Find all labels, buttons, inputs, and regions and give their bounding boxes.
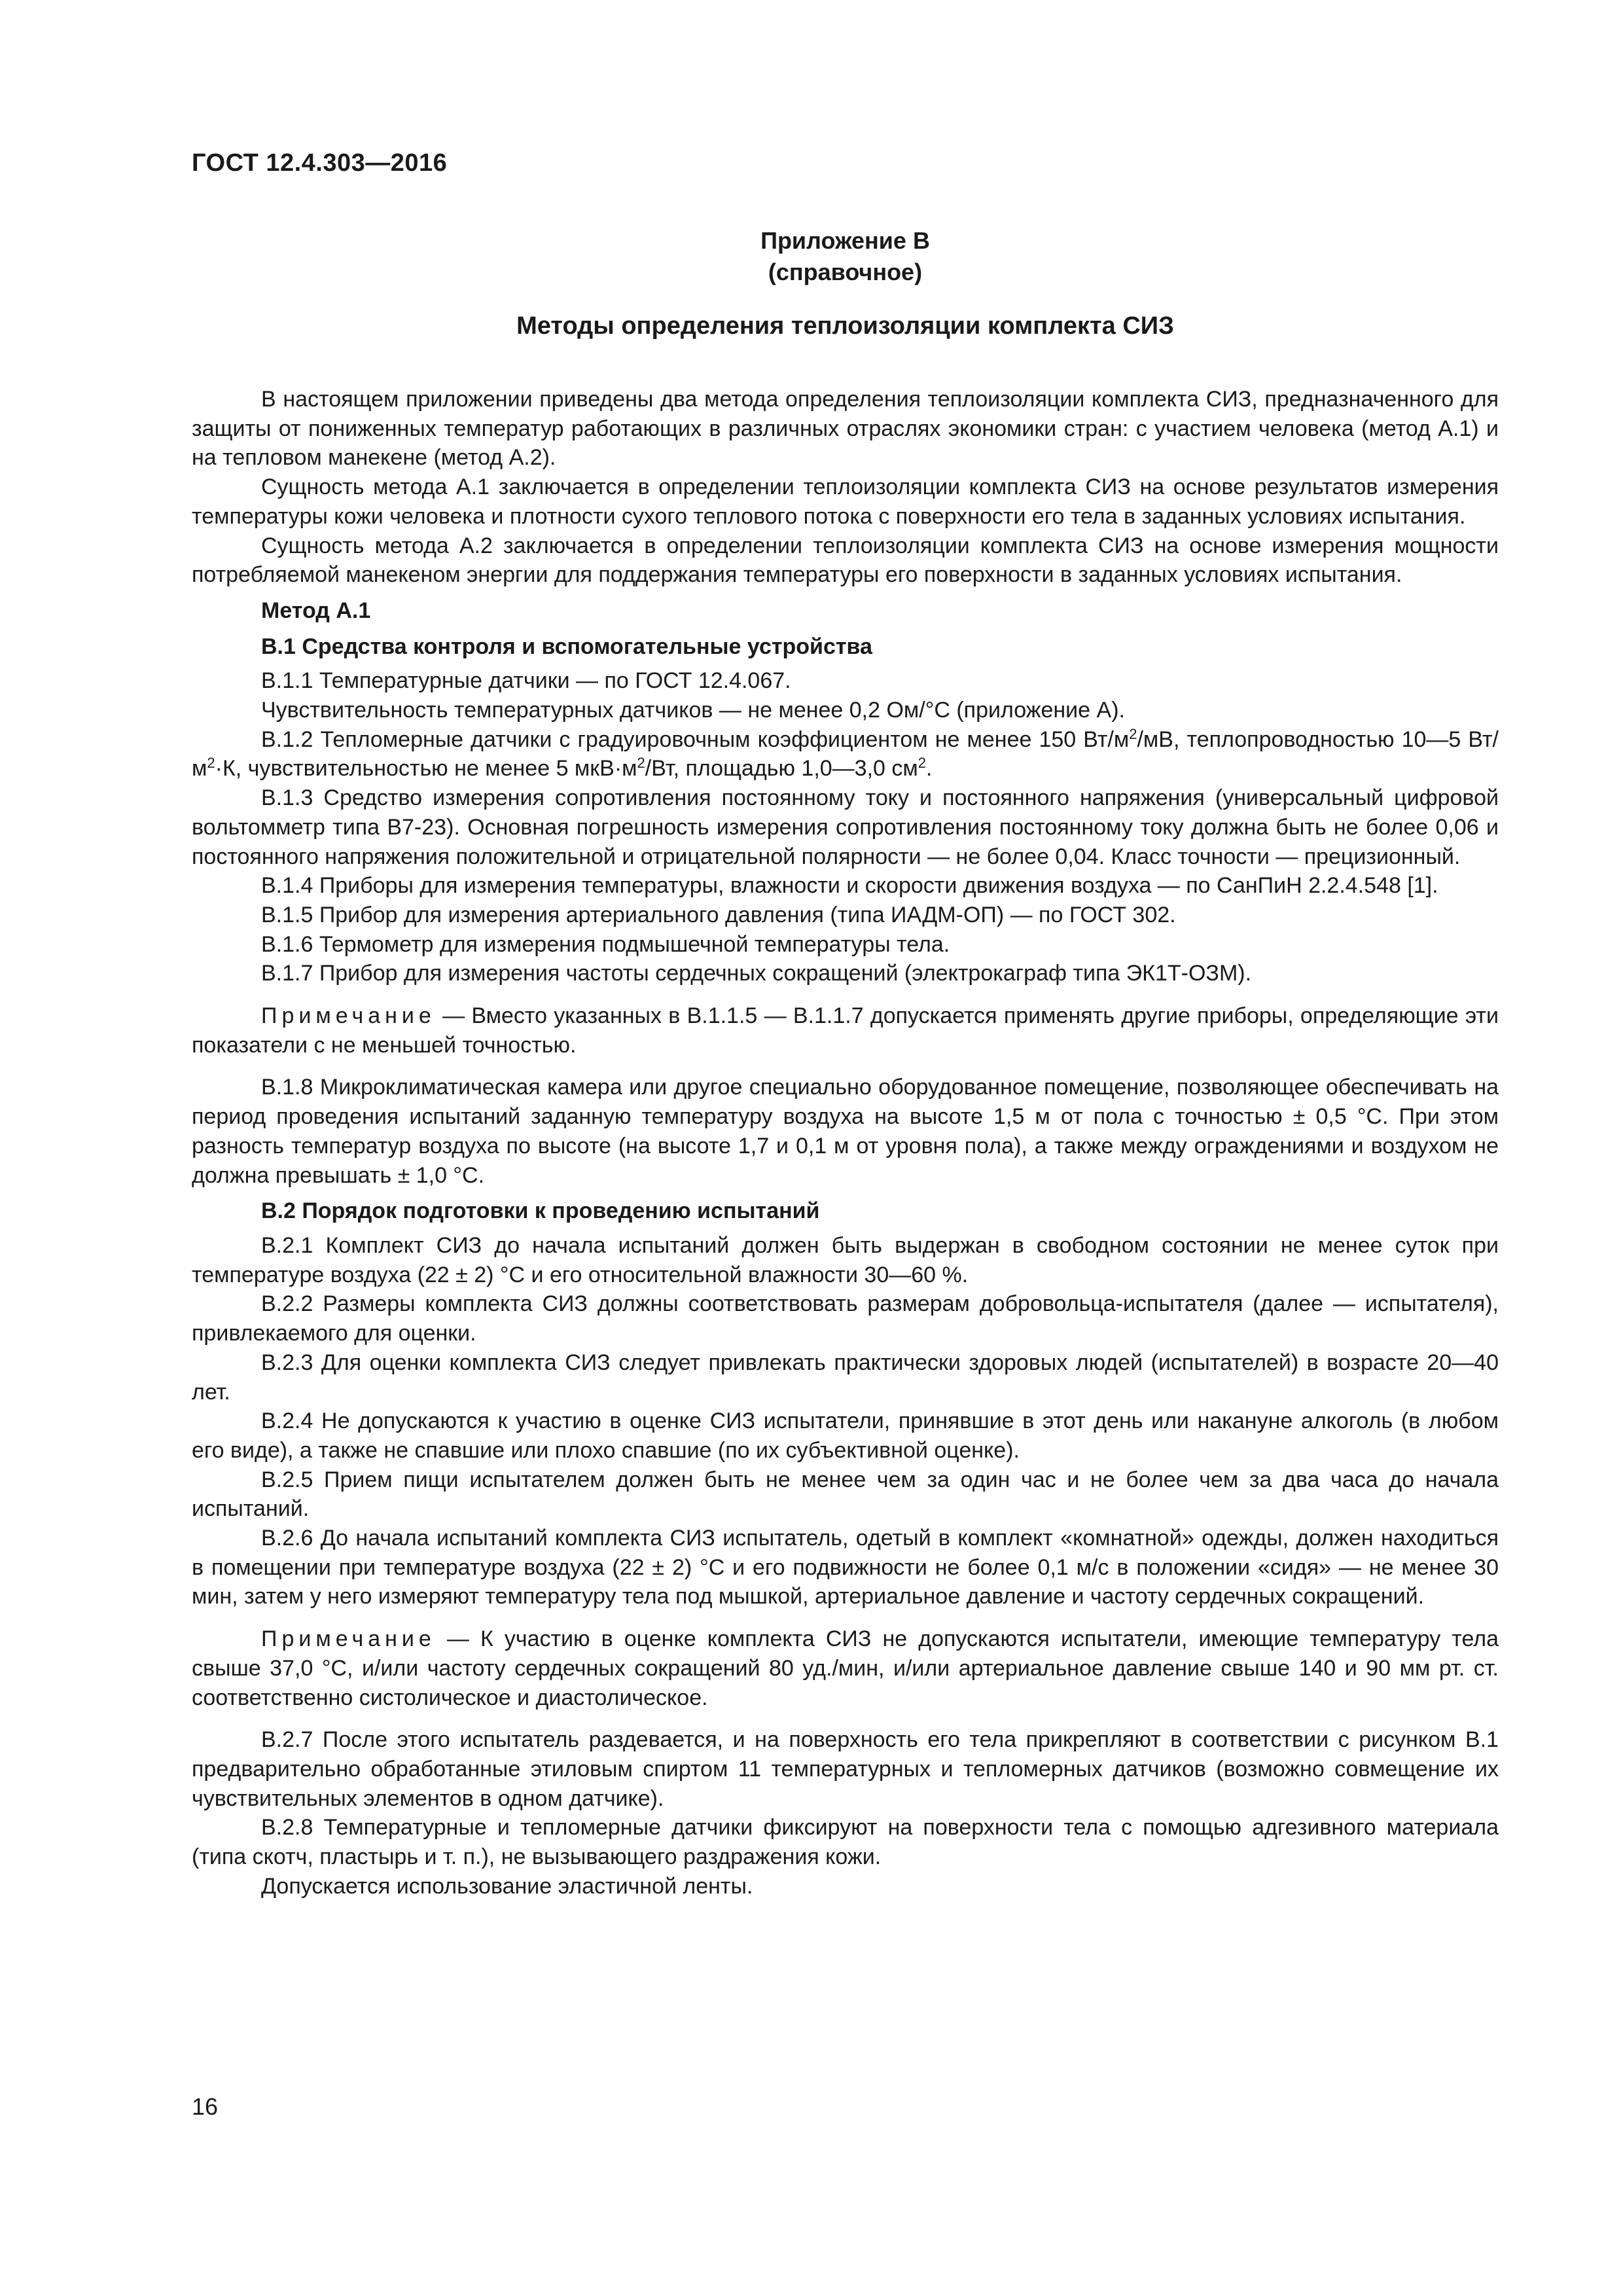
text-run: . — [926, 756, 933, 781]
annex-subtitle: (справочное) — [768, 259, 923, 285]
intro-paragraph: Сущность метода А.2 заключается в определении теплоизоляции комплекта СИЗ на основе измерения мощности потребляемой манекеном энергии для поддержания температуры его поверхности в заданных условиях испытания. — [192, 533, 1499, 588]
paragraph-b1-5: В.1.5 Прибор для измерения артериального давления (типа ИАДМ-ОП) — по ГОСТ 302. — [261, 902, 1176, 927]
superscript: 2 — [637, 755, 645, 772]
note-text: — К участию в оценке комплекта СИЗ не допускаются испытатели, имеющие температуру тела свыше 37,0 °С, и/или частоту сердечных сокращений 80 уд./мин, и/или артериальное давление свыше 140 и 90 мм рт. ст. соответственно систолическое и диастолическое. — [192, 1626, 1499, 1710]
paragraph-b2-1: В.2.1 Комплект СИЗ до начала испытаний должен быть выдержан в свободном состоянии не менее суток при температуре воздуха (22 ± 2) °С и его относительной влажности 30—60 %. — [192, 1232, 1499, 1287]
paragraph-b1-1: В.1.1 Температурные датчики — по ГОСТ 12.4.067. — [261, 668, 791, 694]
text-run: ·К, чувствительностью не менее 5 мкВ·м — [215, 756, 637, 781]
intro-paragraph: В настоящем приложении приведены два метода определения теплоизоляции комплекта СИЗ, предназначенного для защиты от пониженных температур работающих в различных отраслях экономики стран: с участием человека (метод А.1) и на тепловом манекене (метод А.2). — [192, 387, 1499, 471]
document-body — [192, 385, 1499, 1901]
note-label: Примечание — [261, 1003, 436, 1029]
note-b2 — [192, 1624, 1499, 1712]
section-heading-b2: В.2 Порядок подготовки к проведению испытаний — [261, 1198, 820, 1224]
paragraph-b2-8-note: Допускается использование эластичной ленты. — [261, 1873, 753, 1899]
paragraph-b2-2: В.2.2 Размеры комплекта СИЗ должны соответствовать размерам добровольца-испытателя (далее — испытателя), привлекаемого для оценки. — [192, 1291, 1499, 1346]
text-run: В.1.2 Тепломерные датчики с градуировочным коэффициентом не менее 150 Вт/м — [261, 726, 1130, 752]
note-text: — Вместо указанных в В.1.1.5 — В.1.1.7 допускается применять другие приборы, определяющие эти показатели с не меньшей точностью. — [192, 1003, 1499, 1058]
text-run: /мВ, теплопроводностью 10—5 Вт/м — [192, 726, 1499, 781]
paragraph-b2-6: В.2.6 До начала испытаний комплекта СИЗ испытатель, одетый в комплект «комнатной» одежды, должен находиться в помещении при температуре воздуха (22 ± 2) °С и его подвижности не более 0,1 м/с в положении «сидя» — не менее 30 мин, затем у него измеряют температуру тела под мышкой, артериальное давление и частоту сердечных сокращений. — [192, 1526, 1499, 1609]
section-heading-b1: В.1 Средства контроля и вспомогательные устройства — [261, 634, 872, 659]
paragraph-b1-8: В.1.8 Микроклиматическая камера или другое специально оборудованное помещение, позволяющее обеспечивать на период проведения испытаний заданную температуру воздуха на высоте 1,5 м от пола с точностью ± 0,5 °С. При этом разность температур воздуха по высоте (на высоте 1,7 и 0,1 м от уровня пола), а также между ограждениями и воздухом не должна превышать ± 1,0 °С. — [192, 1075, 1499, 1188]
superscript: 2 — [1129, 725, 1137, 742]
paragraph-b2-5: В.2.5 Прием пищи испытателем должен быть не менее чем за один час и не более чем за два часа до начала испытаний. — [192, 1467, 1499, 1522]
note-b1 — [192, 1001, 1499, 1060]
paragraph-b2-3: В.2.3 Для оценки комплекта СИЗ следует привлекать практически здоровых людей (испытателей) в возрасте 20—40 лет. — [192, 1350, 1499, 1405]
page-number: 16 — [192, 2093, 219, 2120]
superscript: 2 — [918, 755, 927, 772]
text-run: /Вт, площадью 1,0—3,0 см — [645, 756, 918, 781]
document-header: ГОСТ 12.4.303—2016 — [192, 149, 448, 177]
paragraph-b2-8: В.2.8 Температурные и тепломерные датчики фиксируют на поверхности тела с помощью адгезивного материала (типа скотч, пластырь и т. п.), не вызывающего раздражения кожи. — [192, 1815, 1499, 1870]
superscript: 2 — [207, 755, 215, 772]
annex-main-title: Методы определения теплоизоляции комплекта СИЗ — [516, 312, 1174, 340]
paragraph-b2-4: В.2.4 Не допускаются к участию в оценке СИЗ испытатели, принявшие в этот день или накануне алкоголь (в любом его виде), а также не спавшие или плохо спавшие (по их субъективной оценке). — [192, 1408, 1499, 1463]
paragraph-b1-sensitivity: Чувствительность температурных датчиков — не менее 0,2 Ом/°С (приложение А). — [261, 698, 1125, 723]
paragraph-b1-6: В.1.6 Термометр для измерения подмышечной температуры тела. — [261, 931, 950, 957]
paragraph-b1-3: В.1.3 Средство измерения сопротивления постоянному току и постоянного напряжения (универсальный цифровой вольтомметр типа В7-23). Основная погрешность измерения сопротивления постоянному току должна быть не более 0,06 и постоянного напряжения положительной и отрицательной полярности — не более 0,04. Класс точности — прецизионный. — [192, 785, 1499, 869]
annex-title: Приложение В — [760, 227, 930, 254]
note-label: Примечание — [261, 1626, 436, 1652]
paragraph-b1-4: В.1.4 Приборы для измерения температуры, влажности и скорости движения воздуха — по СанПиН 2.2.4.548 [1]. — [261, 873, 1438, 899]
method-heading: Метод А.1 — [261, 598, 371, 623]
paragraph-b1-2 — [192, 725, 1499, 783]
paragraph-b1-7: В.1.7 Прибор для измерения частоты сердечных сокращений (электрокаграф типа ЭК1Т-ОЗМ). — [261, 961, 1252, 986]
paragraph-b2-7: В.2.7 После этого испытатель раздевается, и на поверхность его тела прикрепляют в соответствии с рисунком В.1 предварительно обработанные этиловым спиртом 11 температурных и тепломерных датчиков (возможно совмещение их чувствительных элементов в одном датчике). — [192, 1727, 1499, 1811]
intro-paragraph: Сущность метода А.1 заключается в определении теплоизоляции комплекта СИЗ на основе результатов измерения температуры кожи человека и плотности сухого теплового потока с поверхности его тела в заданных условиях испытания. — [192, 475, 1499, 529]
